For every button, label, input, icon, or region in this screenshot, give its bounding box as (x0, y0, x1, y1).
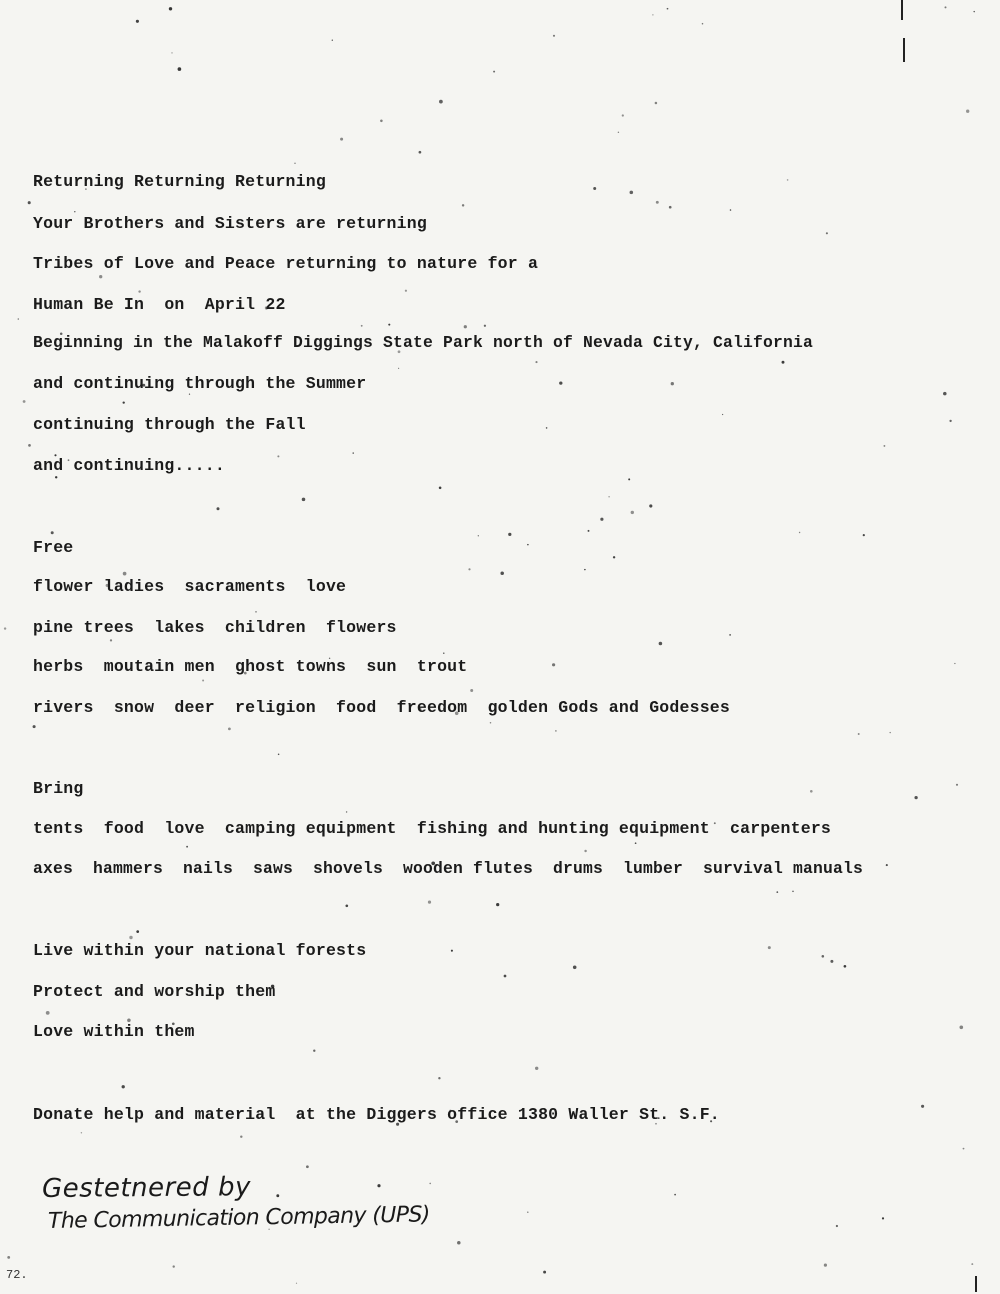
paper-speck (659, 642, 663, 646)
paper-speck (136, 930, 139, 933)
paper-speck (649, 504, 652, 507)
line-live-within: Live within your national forests (33, 941, 367, 960)
paper-speck (776, 891, 778, 893)
paper-speck (419, 151, 422, 154)
paper-speck (81, 1132, 82, 1133)
paper-speck (593, 187, 596, 190)
line-protect: Protect and worship them (33, 982, 276, 1001)
paper-speck (787, 179, 789, 181)
handwritten-communication-company: The Communication Company (UPS) (47, 1202, 431, 1234)
paper-speck (278, 754, 280, 756)
line-fall: continuing through the Fall (33, 415, 306, 434)
edge-mark-bottom (975, 1276, 977, 1292)
paper-speck (954, 663, 955, 664)
paper-speck (527, 544, 529, 546)
paper-speck (484, 325, 486, 327)
line-returning: Returning Returning Returning (33, 172, 326, 191)
edge-mark-mid (903, 38, 905, 62)
paper-speck (600, 518, 603, 521)
paper-speck (555, 730, 557, 732)
paper-speck (921, 1105, 924, 1108)
paper-speck (826, 232, 828, 234)
paper-speck (110, 639, 112, 641)
paper-speck (398, 368, 399, 369)
paper-speck (944, 6, 946, 8)
paper-speck (346, 811, 347, 812)
paper-speck (630, 191, 634, 195)
paper-speck (202, 679, 204, 681)
paper-speck (956, 784, 958, 786)
line-free-3: herbs moutain men ghost towns sun trout (33, 657, 468, 676)
paper-speck (23, 400, 26, 403)
paper-speck (276, 1194, 279, 1197)
paper-speck (451, 950, 453, 952)
paper-speck (46, 1011, 50, 1015)
paper-speck (405, 290, 407, 292)
paper-speck (722, 414, 723, 415)
paper-speck (863, 534, 865, 536)
paper-speck (729, 634, 731, 636)
paper-speck (28, 201, 31, 204)
line-brothers-sisters: Your Brothers and Sisters are returning (33, 214, 427, 233)
paper-speck (429, 1183, 431, 1185)
paper-speck (178, 67, 182, 71)
paper-speck (438, 1077, 440, 1079)
paper-speck (171, 52, 172, 53)
line-summer: and continuing through the Summer (33, 374, 367, 393)
paper-speck (122, 1085, 125, 1088)
paper-speck (671, 382, 674, 385)
paper-speck (186, 846, 188, 848)
paper-speck (306, 1165, 309, 1168)
paper-speck (439, 100, 443, 104)
paper-speck (377, 1184, 380, 1187)
paper-speck (768, 946, 771, 949)
paper-speck (966, 110, 969, 113)
paper-speck (943, 392, 947, 396)
paper-speck (7, 1256, 10, 1259)
paper-speck (559, 381, 562, 384)
paper-speck (129, 936, 132, 939)
paper-speck (618, 132, 619, 133)
paper-speck (136, 20, 139, 23)
paper-speck (631, 511, 634, 514)
paper-speck (217, 507, 220, 510)
paper-speck (858, 733, 860, 735)
paper-speck (535, 1067, 538, 1070)
paper-speck (313, 1050, 315, 1052)
paper-speck (792, 891, 793, 892)
paper-speck (652, 14, 653, 15)
page-number: 72. (6, 1268, 28, 1282)
paper-speck (28, 444, 31, 447)
paper-speck (496, 903, 499, 906)
handwritten-gestetnered: Gestetnered by (41, 1172, 252, 1204)
paper-speck (822, 955, 825, 958)
paper-speck (669, 206, 672, 209)
paper-speck (468, 568, 470, 570)
paper-speck (882, 1217, 884, 1219)
paper-speck (667, 8, 669, 10)
paper-speck (963, 1148, 965, 1150)
paper-speck (799, 532, 800, 533)
paper-speck (439, 487, 442, 490)
paper-speck (4, 627, 6, 629)
paper-speck (889, 732, 890, 733)
line-continuing: and continuing..... (33, 456, 225, 475)
paper-speck (573, 966, 577, 970)
paper-speck (51, 531, 54, 534)
paper-speck (613, 556, 615, 558)
paper-speck (971, 1263, 973, 1265)
paper-speck (490, 722, 492, 724)
paper-speck (830, 960, 833, 963)
paper-speck (730, 209, 732, 211)
paper-speck (443, 653, 444, 654)
edge-mark-top (901, 0, 903, 20)
paper-speck (635, 842, 637, 844)
paper-speck (810, 790, 813, 793)
paper-speck (169, 7, 172, 10)
line-free-2: pine trees lakes children flowers (33, 618, 397, 637)
paper-speck (462, 204, 464, 206)
paper-speck (527, 1211, 528, 1212)
paper-speck (674, 1194, 676, 1196)
line-tribes: Tribes of Love and Peace returning to nature for a (33, 254, 539, 273)
paper-speck (493, 71, 495, 73)
paper-speck (546, 427, 548, 429)
heading-free: Free (33, 538, 74, 557)
paper-speck (388, 324, 390, 326)
paper-speck (345, 904, 348, 907)
paper-speck (655, 102, 658, 105)
paper-speck (553, 35, 555, 37)
paper-speck (99, 275, 102, 278)
paper-speck (123, 401, 125, 403)
paper-speck (173, 1265, 175, 1267)
paper-speck (584, 569, 585, 570)
paper-speck (886, 864, 888, 866)
paper-speck (428, 901, 431, 904)
paper-speck (457, 1241, 461, 1245)
paper-speck (255, 611, 256, 612)
paper-speck (628, 478, 630, 480)
paper-speck (470, 689, 473, 692)
paper-speck (123, 572, 127, 576)
paper-speck (782, 361, 785, 364)
paper-speck (535, 361, 537, 363)
paper-speck (883, 445, 885, 447)
paper-speck (74, 211, 75, 212)
paper-speck (656, 201, 659, 204)
line-love-within: Love within them (33, 1022, 195, 1041)
paper-speck (353, 452, 354, 453)
paper-speck (500, 572, 504, 576)
paper-speck (380, 120, 383, 123)
paper-speck (33, 725, 36, 728)
line-human-be-in: Human Be In on April 22 (33, 295, 286, 314)
paper-speck (294, 162, 296, 164)
paper-speck (543, 1271, 546, 1274)
line-donate: Donate help and material at the Diggers office 1380 Waller St. S.F. (33, 1105, 720, 1124)
paper-speck (361, 325, 363, 327)
paper-speck (584, 850, 586, 852)
paper-speck (959, 1025, 963, 1029)
paper-speck (836, 1225, 838, 1227)
paper-speck (552, 663, 555, 666)
paper-speck (622, 114, 624, 116)
paper-speck (18, 318, 20, 320)
paper-speck (588, 530, 590, 532)
paper-speck (702, 23, 704, 25)
paper-speck (914, 796, 917, 799)
paper-speck (228, 728, 231, 731)
line-free-1: flower ladies sacraments love (33, 577, 347, 596)
heading-bring: Bring (33, 779, 84, 798)
line-free-4: rivers snow deer religion food freedom golden Gods and Godesses (33, 698, 731, 717)
paper-speck (608, 496, 609, 497)
paper-speck (949, 420, 951, 422)
paper-speck (340, 138, 343, 141)
paper-speck (973, 11, 974, 12)
paper-speck (240, 1135, 242, 1137)
paper-speck (277, 455, 279, 457)
paper-speck (464, 325, 467, 328)
line-bring-1: tents food love camping equipment fishing and hunting equipment carpenters (33, 819, 832, 838)
paper-speck (296, 1283, 297, 1284)
paper-speck (302, 498, 306, 502)
paper-speck (844, 965, 847, 968)
line-beginning: Beginning in the Malakoff Diggings State Park north of Nevada City, California (33, 333, 814, 352)
paper-speck (55, 476, 57, 478)
paper-speck (138, 290, 140, 292)
paper-speck (504, 975, 507, 978)
paper-speck (824, 1264, 827, 1267)
line-bring-2: axes hammers nails saws shovels wooden flutes drums lumber survival manuals (33, 859, 864, 878)
paper-speck (508, 533, 511, 536)
paper-speck (332, 40, 333, 41)
paper-speck (478, 535, 479, 536)
